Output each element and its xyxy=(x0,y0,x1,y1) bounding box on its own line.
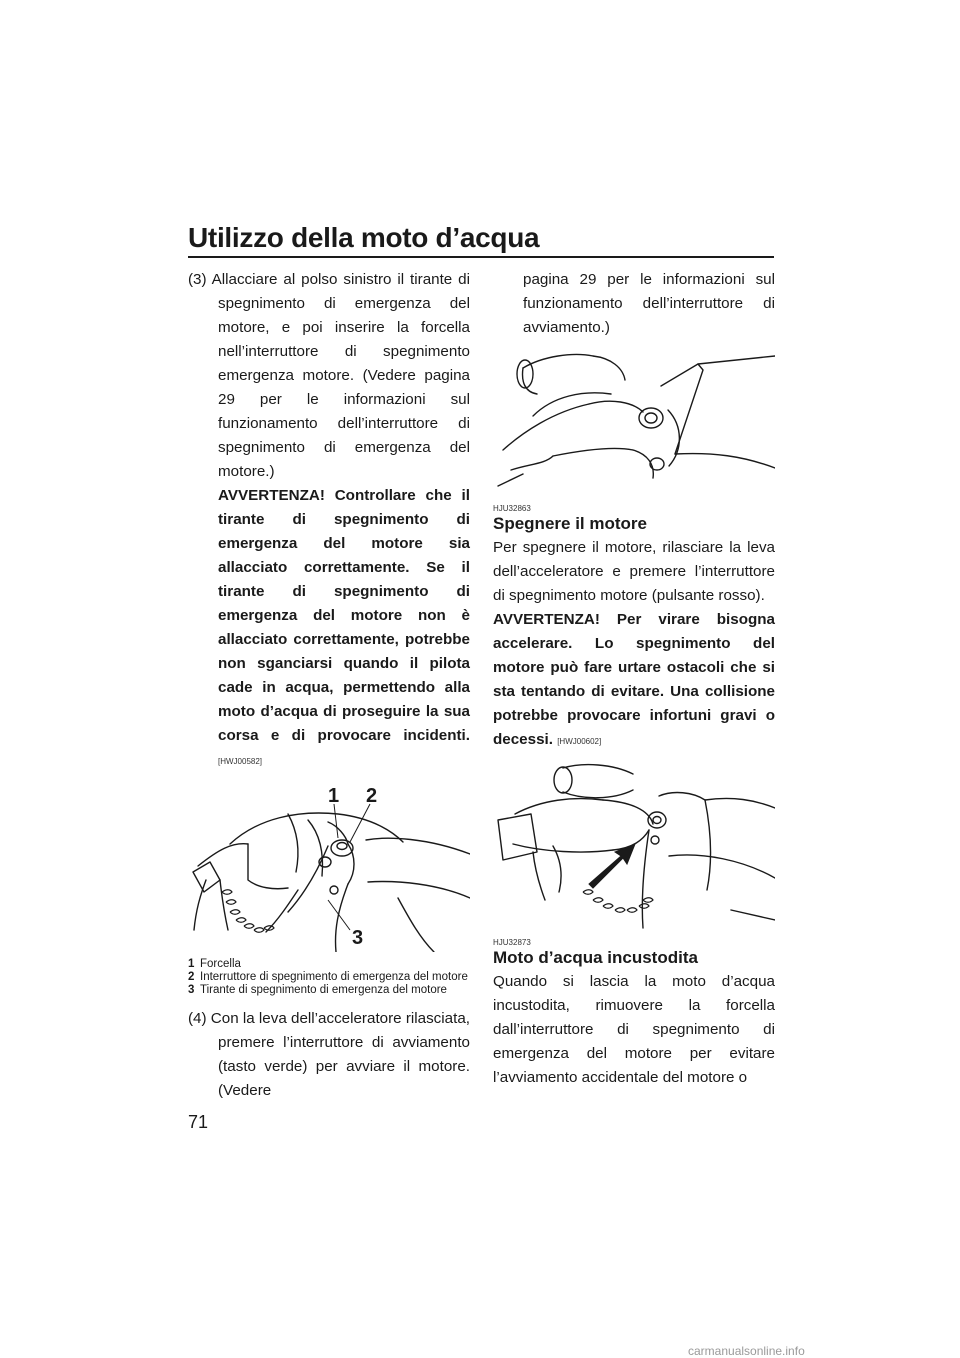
legend-number: 3 xyxy=(188,984,195,996)
section-text: Per spegnere il motore, rilasciare la leva dell’acceleratore e premere l’interruttore di spegnimento motore (pulsante rosso). xyxy=(493,539,775,604)
step-3-text: (3) Allacciare al polso sinistro il tirante di spegnimento di emergenza del motore, e poi inserire la forcella nell’interruttore di spegnimento emergenza motore. (Vedere pagina 29 per le informazioni sul funzionamento dell’interruttore di spegnimento di emergenza del motore.) xyxy=(188,271,470,480)
continued-text: pagina 29 per le informazioni sul funzionamento dell’interruttore di avviamento.) xyxy=(523,271,775,336)
legend-number: 1 xyxy=(188,958,195,970)
page-number: 71 xyxy=(188,1112,209,1132)
legend-item xyxy=(188,984,470,997)
step-4-text: (4) Con la leva dell’acceleratore rilasciata, premere l’interruttore di avviamento (tasto verde) per avviare il motore. (Vedere xyxy=(188,1010,470,1099)
page-title: Utilizzo della moto d’acqua xyxy=(188,222,540,253)
start-button-figure xyxy=(493,346,775,496)
figure-label-1: 1 xyxy=(328,785,340,807)
section-text: Quando si lascia la moto d’acqua incustodita, rimuovere la forcella dall’interruttore di spegnimento di emergenza del motore per evitare l’avviamento accidentale del motore o xyxy=(493,973,775,1086)
section-title-stop-engine: Spegnere il motore xyxy=(493,514,647,533)
watermark: carmanualsonline.info xyxy=(688,1344,805,1358)
legend-text: Tirante di spegnimento di emergenza del motore xyxy=(200,984,447,996)
left-column xyxy=(188,268,470,1103)
figure-label-3: 3 xyxy=(352,927,364,949)
right-column xyxy=(493,268,775,1090)
section-warning xyxy=(493,608,775,754)
legend-text: Interruttore di spegnimento di emergenza del motore xyxy=(200,971,468,983)
step-3-warning-code: [HWJ00582] xyxy=(218,757,263,766)
section-code: HJU32873 xyxy=(493,938,531,947)
section-warning-text: AVVERTENZA! Per virare bisogna accelerare. Lo spegnimento del motore può fare urtare ostacoli che si sta tentando di evitare. Una collisione potrebbe provocare infortuni gravi o decessi. xyxy=(493,611,775,748)
lanyard-figure xyxy=(188,780,470,952)
section-warning-code: [HWJ00602] xyxy=(557,737,602,746)
legend-item xyxy=(188,958,470,971)
header-rule xyxy=(188,256,774,258)
section-title-unattended: Moto d’acqua incustodita xyxy=(493,948,698,967)
legend-text: Forcella xyxy=(200,958,241,970)
legend-number: 2 xyxy=(188,971,195,983)
section-code: HJU32863 xyxy=(493,504,531,513)
step-3-warning-text: AVVERTENZA! Controllare che il tirante di spegnimento di emergenza del motore sia allacciato correttamente. Se il tirante di spegnimento di emergenza del motore non è allacciato correttamente, potrebbe non sganciarsi quando il pilota cade in acqua, permettendo alla moto d’acqua di proseguire la sua corsa e di provocare incidenti. xyxy=(218,487,470,744)
figure-label-2: 2 xyxy=(366,785,378,807)
legend-item xyxy=(188,971,470,984)
remove-clip-figure xyxy=(493,760,775,930)
figure-legend xyxy=(188,958,470,997)
step-3-warning xyxy=(188,484,470,774)
